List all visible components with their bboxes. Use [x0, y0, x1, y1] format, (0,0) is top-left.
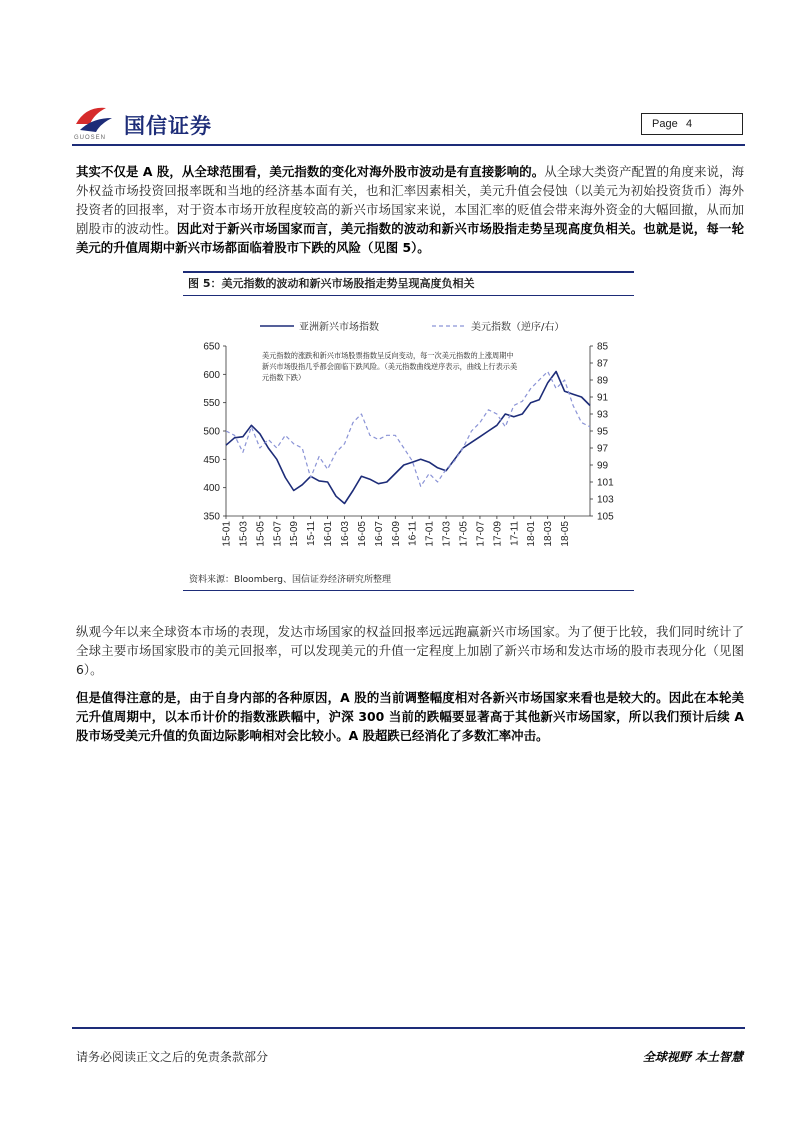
x-tick-label: 15-11: [306, 521, 318, 546]
figure-caption: 图 5：美元指数的波动和新兴市场股指走势呈现高度负相关: [188, 277, 475, 290]
paragraph-1-bold-conclusion: 因此对于新兴市场国家而言，美元指数的波动和新兴市场股指走势呈现高度负相关。也就是说，每一轮美元的升值周期中新兴市场都面临着股市下跌的风险（见图 5）。: [76, 221, 745, 255]
x-tick-label: 17-03: [441, 521, 453, 547]
x-tick-label: 16-01: [323, 521, 335, 547]
disclaimer-note: 请务必阅读正文之后的免责条款部分: [76, 1050, 269, 1064]
chart-annotation-box: [262, 350, 518, 394]
guosen-logo-icon: [72, 104, 116, 136]
x-tick-label: 15-07: [272, 521, 284, 547]
left-tick-label: 350: [203, 511, 220, 523]
company-logo: [72, 104, 242, 146]
left-tick-label: 600: [203, 369, 220, 381]
x-tick-label: 16-05: [356, 521, 368, 547]
left-tick-label: 450: [203, 454, 220, 466]
right-tick-label: 91: [597, 392, 609, 404]
right-tick-label: 99: [597, 460, 609, 472]
paragraph-2: 纵观今年以来全球资本市场的表现，发达市场国家的权益回报率远远跑赢新兴市场国家。为了便于比较，我们同时统计了全球主要市场国家股市的美元回报率，可以发现美元的升值一定程度上加剧了新兴市场和发达市场的股市表现分化（见图 6）。: [76, 624, 744, 677]
page-indicator: [641, 113, 743, 135]
logo-text: 国信证券: [124, 113, 212, 138]
right-tick-label: 85: [597, 341, 609, 353]
page-number: 4: [686, 118, 693, 130]
legend-label-dxy: 美元指数（逆序/右）: [471, 322, 565, 333]
x-tick-label: 16-11: [407, 521, 419, 546]
footer-slogan: 全球视野 本土智慧: [642, 1050, 743, 1064]
right-tick-label: 93: [597, 409, 609, 421]
right-tick-label: 95: [597, 426, 609, 438]
paragraph-1: [76, 162, 744, 257]
legend: [260, 320, 564, 333]
x-tick-label: 18-05: [560, 521, 572, 547]
legend-label-asia-em: 亚洲新兴市场指数: [299, 322, 379, 333]
x-tick-label: 15-05: [255, 521, 267, 547]
x-tick-label: 17-09: [492, 521, 504, 547]
x-tick-label: 17-07: [475, 521, 487, 547]
x-tick-label: 17-05: [458, 521, 470, 547]
left-tick-label: 650: [203, 341, 220, 353]
x-tick-label: 16-07: [373, 521, 385, 547]
logo-subtext: GUOSEN: [74, 135, 107, 141]
left-tick-label: 500: [203, 426, 220, 438]
left-tick-label: 550: [203, 398, 220, 410]
right-tick-label: 101: [597, 477, 614, 489]
x-tick-label: 16-09: [390, 521, 402, 547]
x-tick-label: 17-01: [424, 521, 436, 547]
right-tick-label: 97: [597, 443, 609, 455]
x-tick-label: 17-11: [509, 521, 521, 546]
right-tick-label: 105: [597, 511, 614, 523]
header-rule: [72, 144, 745, 146]
x-tick-label: 18-01: [526, 521, 538, 547]
paragraph-3: 但是值得注意的是，由于自身内部的各种原因，A 股的当前调整幅度相对各新兴市场国家来看也是较大的。因此在本轮美元升值周期中，以本币计价的指数涨跌幅中，沪深 300 当前的跌幅要显著高于其他新兴市场国家，所以我们预计后续 A 股市场受美元升值的负面边际影响相对会比较小。A 股超跌已经消化了多数汇率冲击。: [76, 690, 744, 743]
paragraph-1-bold-lead: 其实不仅是 A 股，从全球范围看，美元指数的变化对海外股市波动是有直接影响的。: [76, 164, 545, 179]
right-tick-label: 89: [597, 375, 609, 387]
right-tick-label: 103: [597, 494, 614, 506]
line-chart: [186, 300, 626, 570]
right-tick-label: 87: [597, 358, 609, 370]
page-label: Page: [652, 118, 678, 130]
x-tick-label: 15-01: [221, 521, 233, 547]
x-tick-label: 18-03: [543, 521, 555, 547]
footer-rule: [72, 1027, 745, 1029]
figure-caption-bar: [183, 271, 634, 296]
x-tick-label: 16-03: [340, 521, 352, 547]
figure-source: 资料来源：Bloomberg、国信证券经济研究所整理: [189, 575, 391, 585]
left-tick-label: 400: [203, 483, 220, 495]
paragraph-1-body: 从全球大类资产配置的角度来说，海外权益市场投资回报率既和当地的经济基本面有关，也和汇率因素相关，美元升值会侵蚀（以美元为初始投资货币）海外投资者的回报率，对于资本市场开放程度较高的新兴市场国家来说，本国汇率的贬值会带来海外资金的大幅回撤，从而加剧股市的波动性。: [76, 164, 745, 236]
x-tick-label: 15-03: [238, 521, 250, 547]
chart-annotation: 美元指数的涨跌和新兴市场股票指数呈反向变动，每一次美元指数的上涨周期中新兴市场股指几乎都会面临下跌风险。（美元指数曲线逆序表示，曲线上行表示美元指数下跌）: [262, 351, 518, 382]
x-tick-label: 15-09: [289, 521, 301, 547]
